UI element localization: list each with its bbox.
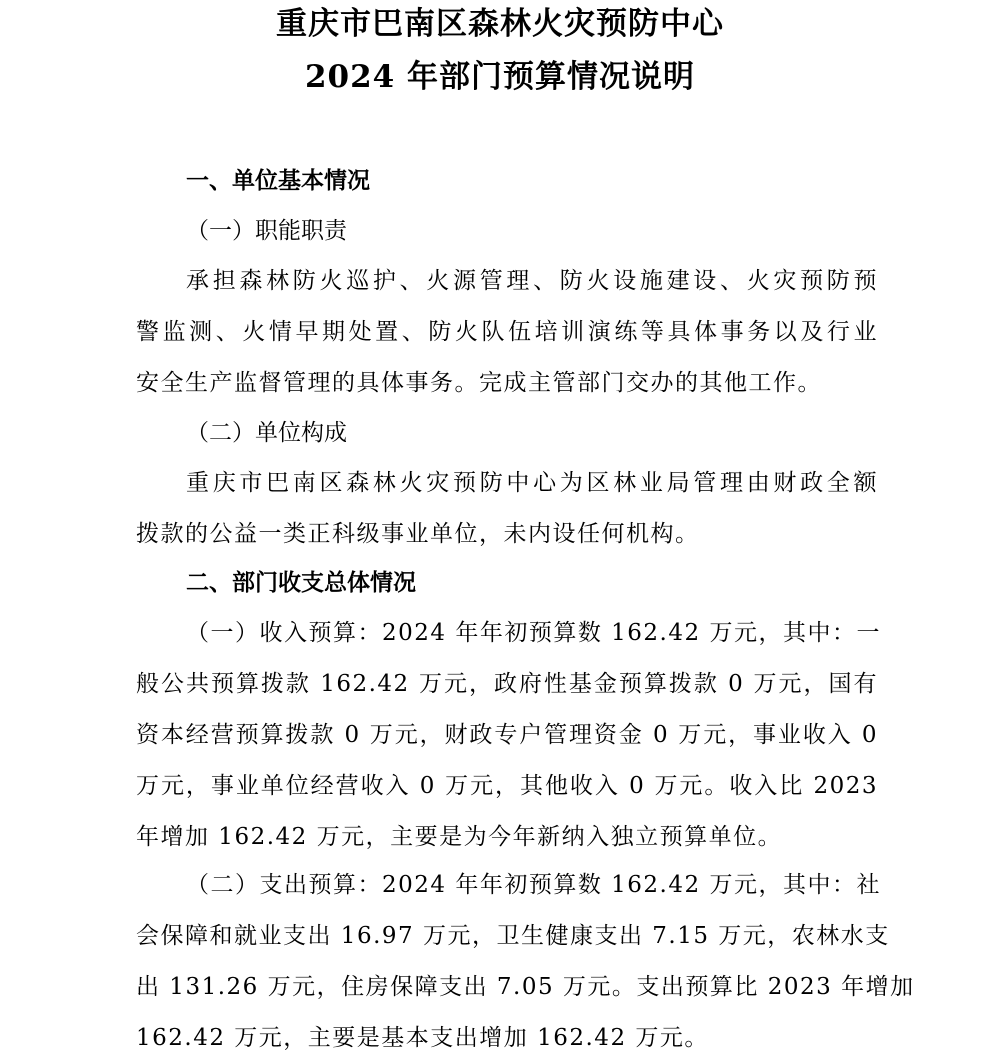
paragraph-line: 会保障和就业支出 16.97 万元，卫生健康支出 7.15 万元，农林水支 bbox=[136, 923, 890, 949]
section2-sub1-paragraph bbox=[136, 608, 881, 863]
section1-sub1-paragraph bbox=[136, 256, 878, 409]
paragraph-line: 警监测、火情早期处置、防火队伍培训演练等具体事务以及行业 bbox=[136, 319, 878, 345]
section1-sub2-heading: （二）单位构成 bbox=[186, 420, 347, 446]
section2-sub2-paragraph bbox=[136, 860, 915, 1064]
section1-heading: 一、单位基本情况 bbox=[186, 167, 370, 194]
paragraph-line: 承担森林防火巡护、火源管理、防火设施建设、火灾预防预 bbox=[186, 268, 878, 294]
paragraph-line: 出 131.26 万元，住房保障支出 7.05 万元。支出预算比 2023 年增加 bbox=[136, 974, 915, 1000]
paragraph-line: 安全生产监督管理的具体事务。完成主管部门交办的其他工作。 bbox=[136, 370, 822, 396]
paragraph-line: （二）支出预算：2024 年年初预算数 162.42 万元，其中：社 bbox=[186, 872, 881, 898]
paragraph-line: 拨款的公益一类正科级事业单位，未内设任何机构。 bbox=[136, 521, 700, 547]
section1-sub1-heading: （一）职能职责 bbox=[186, 218, 347, 244]
section1-sub2-paragraph bbox=[136, 458, 878, 560]
paragraph-line: 年增加 162.42 万元，主要是为今年新纳入独立预算单位。 bbox=[136, 824, 783, 850]
paragraph-line: 重庆市巴南区森林火灾预防中心为区林业局管理由财政全额 bbox=[186, 470, 878, 496]
section2-heading: 二、部门收支总体情况 bbox=[186, 569, 416, 596]
paragraph-line: （一）收入预算：2024 年年初预算数 162.42 万元，其中：一 bbox=[186, 620, 881, 646]
paragraph-line: 162.42 万元，主要是基本支出增加 162.42 万元。 bbox=[136, 1025, 709, 1051]
paragraph-line: 资本经营预算拨款 0 万元，财政专户管理资金 0 万元，事业收入 0 bbox=[136, 722, 878, 748]
document-title-line2: 2024 年部门预算情况说明 bbox=[304, 59, 696, 95]
paragraph-line: 万元，事业单位经营收入 0 万元，其他收入 0 万元。收入比 2023 bbox=[136, 773, 878, 799]
document-title-line1: 重庆市巴南区森林火灾预防中心 bbox=[276, 6, 724, 42]
paragraph-line: 般公共预算拨款 162.42 万元，政府性基金预算拨款 0 万元，国有 bbox=[136, 671, 878, 697]
